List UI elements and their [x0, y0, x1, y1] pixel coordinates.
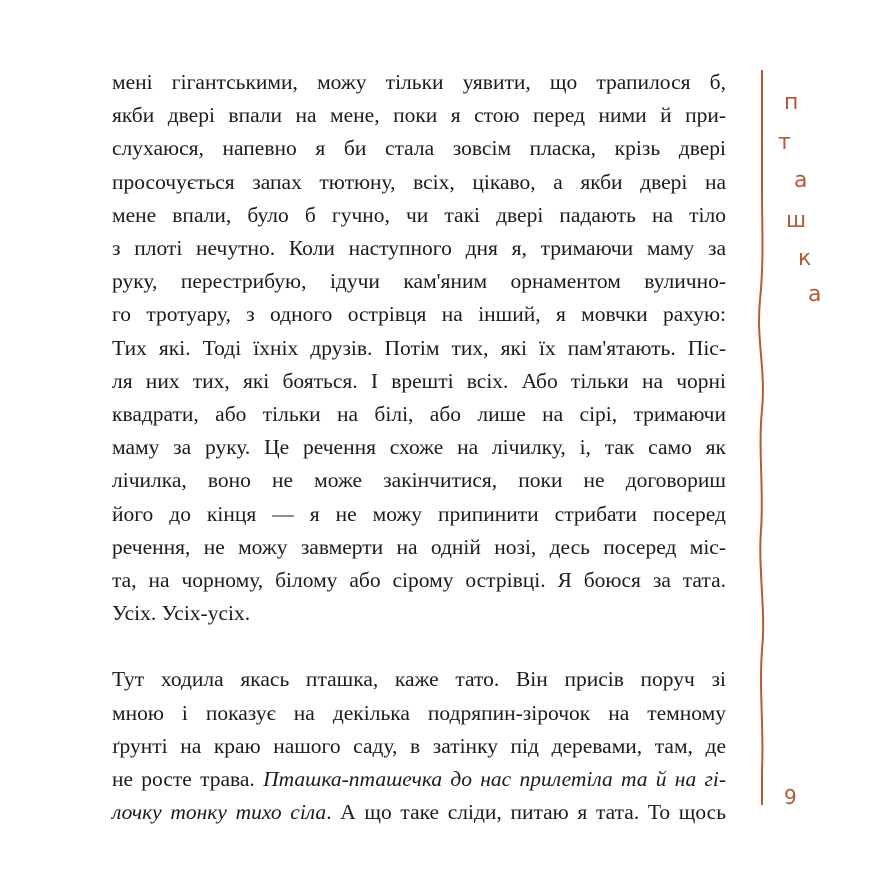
paragraph-1	[112, 66, 726, 630]
text-line: Тих які. Тоді їхніх друзів. Потім тих, які їх пам'ятають. Піс-	[112, 335, 726, 360]
text-line: маму за руку. Це речення схоже на лічилку, і, так само як	[112, 435, 726, 460]
text-italic-verse: лочку тонку тихо сіла	[112, 800, 327, 825]
title-letter: т	[778, 130, 791, 155]
text-line: ґрунті на краю нашого саду, в затінку під деревами, там, де	[112, 733, 726, 758]
title-letter: к	[798, 246, 812, 271]
text-line-mixed	[112, 763, 726, 796]
text-line: та, на чорному, білому або сірому острівці. Я боюся за тата.	[112, 568, 726, 593]
text-line: Усіх. Усіх-усіх.	[112, 601, 251, 626]
title-letter: а	[808, 282, 822, 307]
paragraph-2	[112, 663, 726, 829]
text-plain: не росте трава.	[112, 767, 264, 792]
side-wavy-rule	[748, 70, 778, 805]
text-line: якби двері впали на мене, поки я стою перед ними й при-	[112, 103, 726, 128]
text-line: ля них тих, які бояться. І врешті всіх. Або тільки на чорні	[112, 368, 726, 393]
text-body	[112, 66, 726, 829]
text-line: з плоті нечутно. Коли наступного дня я, тримаючи маму за	[112, 236, 726, 261]
text-line: просочується запах тютюну, всіх, цікаво, а якби двері на	[112, 169, 726, 194]
text-line: квадрати, або тільки на білі, або лише на сірі, тримаючи	[112, 402, 726, 427]
text-line: слухаюся, напевно я би стала зовсім пласка, крізь двері	[112, 136, 726, 161]
title-letter: ш	[786, 208, 807, 233]
paragraph-spacer	[112, 630, 726, 663]
text-line: лічилка, воно не може закінчитися, поки не договориш	[112, 468, 726, 493]
text-line: мене впали, було б гучно, чи такі двері падають на тіло	[112, 202, 726, 227]
text-plain: . А що таке сліди, питаю я тата. То щось	[326, 800, 726, 825]
text-italic-verse: Пташка-пташечка до нас прилетіла та й на гі-	[263, 767, 726, 792]
page-number: 9	[784, 785, 797, 809]
text-line: го тротуару, з одного острівця на інший, я мовчки рахую:	[112, 302, 726, 327]
text-line: мені гігантськими, можу тільки уявити, що трапилося б,	[112, 70, 726, 94]
text-line: Тут ходила якась пташка, каже тато. Він присів поруч зі	[112, 667, 726, 692]
text-line: мною і показує на декілька подряпин-зірочок на темному	[112, 700, 726, 725]
text-line-mixed	[112, 796, 726, 829]
text-line: руку, перестрибую, ідучи кам'яним орнаментом вулично-	[112, 269, 726, 294]
running-title	[778, 92, 828, 322]
text-line: речення, не можу завмерти на одній нозі, десь посеред міс-	[112, 534, 726, 559]
text-line: його до кінця — я не можу припинити стрибати посеред	[112, 501, 726, 526]
title-letter: п	[784, 90, 799, 115]
title-letter: а	[794, 168, 808, 193]
